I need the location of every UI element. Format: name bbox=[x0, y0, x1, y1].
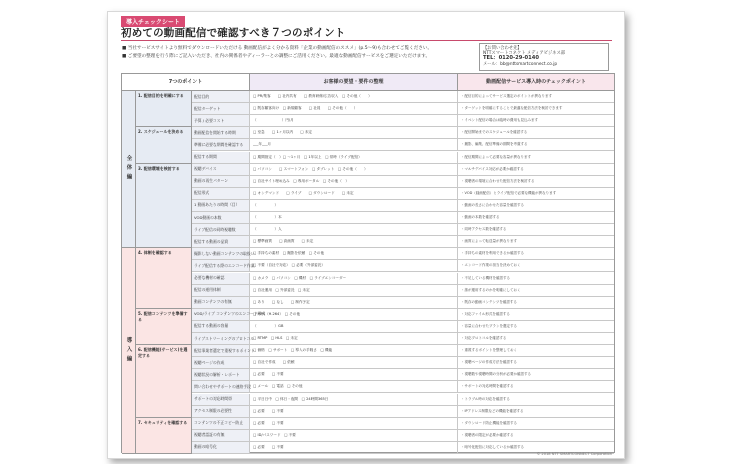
table-row bbox=[192, 200, 614, 212]
row-checkpoint: ・不足している機材を確認する bbox=[461, 275, 510, 280]
row-options[interactable]: □ MP4（H.264） □ その他 bbox=[250, 309, 458, 320]
row-checkpoint: ・イベント配信の場合は臨時の費用も見込みます bbox=[461, 118, 538, 123]
row-checkpoint: ・サポートの対応時間を確認する bbox=[461, 384, 514, 389]
row-options[interactable]: □ カメラ □ パソコン □ 機材 □ ライブエンコーダー bbox=[250, 273, 458, 284]
row-options[interactable]: □ 必要 □ 不要 bbox=[250, 442, 458, 453]
row-options[interactable]: （ ） bbox=[250, 200, 458, 211]
row-label: 視聴デバイス bbox=[192, 164, 250, 175]
copyright: © 2018 NTT SMARTCONNECT Corporation bbox=[536, 452, 612, 456]
row-checkpoint: ・同時アクセス数を確認する bbox=[461, 227, 507, 232]
row-checkpoint: ・容量に合わせたプランを選定する bbox=[461, 323, 517, 328]
row-checkpoint: ・エンコード作業の担当を決めておく bbox=[461, 263, 521, 268]
table-row bbox=[192, 333, 614, 345]
row-options[interactable]: □ 価格 □ サポート □ 導入の手軽さ □ 機能 bbox=[250, 345, 458, 356]
row-options[interactable]: （ ）本 bbox=[250, 212, 458, 223]
row-options[interactable]: （ ）人 bbox=[250, 224, 458, 235]
table-header bbox=[122, 74, 614, 91]
table-row bbox=[192, 273, 614, 285]
phase-label: 全体編 bbox=[122, 91, 136, 248]
table-row bbox=[192, 260, 614, 272]
intro-line-2: ■ ご要望の整理を行う際にご記入いただき、社内の関係者やディーラーとの調整にご活用ください。最適な動画配信サービスをご選定いただけます。 bbox=[122, 54, 431, 59]
table-row bbox=[192, 212, 614, 224]
row-checkpoint: ・動画の本数を確認する bbox=[461, 215, 500, 220]
table-row bbox=[192, 297, 614, 309]
table-row bbox=[192, 345, 614, 357]
row-label: 撮影しない動画コンテンツの取扱い bbox=[192, 248, 250, 259]
row-checkpoint: ・配信期間によって必要な容量が異なります bbox=[461, 154, 531, 159]
table-row bbox=[192, 103, 614, 115]
row-options[interactable]: ___年___月 bbox=[250, 139, 458, 150]
point-label: 7. セキュリティを確認する bbox=[136, 418, 192, 454]
row-checkpoint: ・誰が運用するのかを明確にしておく bbox=[461, 287, 521, 292]
row-label: 視聴状況の解析・レポート bbox=[192, 369, 250, 380]
row-label: 配信する動画の容量 bbox=[192, 321, 250, 332]
row-options[interactable]: □ 手持ちの素材 □ 撮影を依頼 □ その他 bbox=[250, 248, 458, 259]
row-label: サポートの対応時間帯 bbox=[192, 394, 250, 405]
row-options[interactable]: □ RTMP □ HLS □ 未定 bbox=[250, 333, 458, 344]
row-options[interactable]: □ 期間指定（ ）□ ～1ヶ月 □ 1年以上 □ 常時（ライブ配信） bbox=[250, 152, 458, 163]
row-options[interactable]: □ 自社で作成 □ 依頼 bbox=[250, 357, 458, 368]
row-options[interactable]: □ 自社運用 □ 外部委託 □ 未定 bbox=[250, 285, 458, 296]
row-checkpoint: ・既存の動画コンテンツを確認する bbox=[461, 299, 517, 304]
point-label: 6. 配信機能(サービス)を選定する bbox=[136, 345, 192, 418]
point-label: 1. 配信目的を明確にする bbox=[136, 91, 192, 127]
row-label: 動画配信を開始する時期 bbox=[192, 127, 250, 138]
table-row bbox=[192, 285, 614, 297]
row-checkpoint: ・撮影、編集、配信準備の期間を考慮する bbox=[461, 142, 528, 147]
row-checkpoint: ・配信目的によってサービス選定のポイントが異なります bbox=[461, 94, 552, 99]
contact-box bbox=[479, 43, 609, 71]
checklist-sheet bbox=[107, 11, 625, 459]
table-row bbox=[192, 139, 614, 151]
table-row bbox=[192, 321, 614, 333]
row-checkpoint: ・配信開始までのスケジュールを確認する bbox=[461, 130, 528, 135]
row-checkpoint: ・マルチデバイス対応が必要か確認する bbox=[461, 166, 524, 171]
row-label: VOD/ライブ コンテンツのエンコード形式 bbox=[192, 309, 250, 320]
row-options[interactable]: □ 自社サイト埋め込み □ 専用ポータル □ その他（ ） bbox=[250, 176, 458, 187]
row-label: 配信事業者選定で重視するポイント bbox=[192, 345, 250, 356]
point-label: 3. 配信環境を検討する bbox=[136, 164, 192, 249]
title-divider bbox=[121, 40, 612, 41]
point-label: 4. 体制を確認する bbox=[136, 248, 192, 309]
row-checkpoint: ・IPアドレス制限などの機能を確認する bbox=[461, 408, 524, 413]
row-label: 視聴者認証の有無 bbox=[192, 430, 250, 441]
contact-mail: メール：bb@nttsmartconnect.co.jp bbox=[483, 61, 558, 67]
row-options[interactable]: □ PR/集客 □ 社内共有 □ 教育研修/広告収入 □ その他（ ） bbox=[250, 91, 458, 102]
row-checkpoint: ・重視するポイントを整理しておく bbox=[461, 348, 517, 353]
row-label: 必要な機材の確認 bbox=[192, 273, 250, 284]
row-checkpoint: ・ダウンロード防止機能を確認する bbox=[461, 420, 517, 425]
table-row bbox=[192, 176, 614, 188]
row-checkpoint: ・対応ファイル形式を確認する bbox=[461, 311, 510, 316]
row-label: 配信形式 bbox=[192, 188, 250, 199]
phase-label: 導入編 bbox=[122, 248, 136, 454]
row-label: 視聴ページの作成 bbox=[192, 357, 250, 368]
row-checkpoint: ・VOD（録画配信）とライブ配信で必要な機能が異なります bbox=[461, 190, 557, 195]
table-row bbox=[192, 152, 614, 164]
table-row bbox=[192, 224, 614, 236]
row-options[interactable]: （ ）GB bbox=[250, 321, 458, 332]
row-options[interactable]: □ メール □ 電話 □ その他 bbox=[250, 381, 458, 392]
row-options[interactable]: □ 必要 □ 不要 bbox=[250, 369, 458, 380]
row-label: 配信する期間 bbox=[192, 152, 250, 163]
row-options[interactable]: □ 既存顧客向け □ 新規顧客 □ 社員 □ その他（ ） bbox=[250, 103, 458, 114]
row-label: アクセス制限の必要性 bbox=[192, 406, 250, 417]
row-checkpoint: ・動画の長さに合わせた容量を確認する bbox=[461, 202, 524, 207]
sheet-title: 初めての動画配信で確認すべき７つのポイント bbox=[121, 27, 346, 39]
row-options[interactable]: □ オンデマンド □ ライブ □ ダウンロード □ 未定 bbox=[250, 188, 458, 199]
table-row bbox=[192, 236, 614, 248]
row-options[interactable]: □ あり □ なし □ 制作予定 bbox=[250, 297, 458, 308]
row-label: ライブ配信する際のエンコード作業 bbox=[192, 260, 250, 271]
row-checkpoint: ・手持ちの素材を利用できるか確認する bbox=[461, 251, 524, 256]
row-checkpoint: ・視聴者の環境に合わせた配信方法を検討する bbox=[461, 178, 535, 183]
row-options[interactable]: □ 平日日中 □ 休日・夜間 □ 24時間365日 bbox=[250, 394, 458, 405]
row-options[interactable]: □ 至急 □ 1ヶ月以内 □ 未定 bbox=[250, 127, 458, 138]
point-label: 5. 配信コンテンツを準備する bbox=[136, 309, 192, 345]
point-label: 2. スケジュールを決める bbox=[136, 127, 192, 163]
row-checkpoint: ・画質によって転送量が異なります bbox=[461, 239, 517, 244]
row-label: 動画の再生パターン bbox=[192, 176, 250, 187]
contact-heading: 【お問い合わせ先】 bbox=[483, 46, 522, 51]
row-options[interactable]: □ ID/パスワード □ 不要 bbox=[250, 430, 458, 441]
table-row bbox=[192, 115, 614, 127]
row-label: 配信目的 bbox=[192, 91, 250, 102]
row-checkpoint: ・対応プロトコルを確認する bbox=[461, 336, 507, 341]
row-checkpoint: ・視聴数や視聴時間の分析が必要か確認する bbox=[461, 372, 531, 377]
table-row bbox=[192, 394, 614, 406]
row-checkpoint: ・ターゲットを明確にすることで最適な配信方法を検討できます bbox=[461, 106, 563, 111]
table-row bbox=[192, 188, 614, 200]
row-label: 動画の暗号化 bbox=[192, 442, 250, 453]
row-options[interactable]: □ 不要（自社で対応） □ 必要（外部委託） bbox=[250, 260, 458, 271]
sheet-badge: 導入チェックシート bbox=[121, 16, 185, 27]
header-checkpoints: 動画配信サービス導入時のチェックポイント bbox=[458, 74, 614, 90]
row-label: 1 動画あたりの時間（目） bbox=[192, 200, 250, 211]
row-checkpoint: ・暗号化配信に対応しているか確認する bbox=[461, 444, 524, 449]
row-options[interactable]: □ 必要 □ 不要 bbox=[250, 406, 458, 417]
row-label: 配信の運用体制 bbox=[192, 285, 250, 296]
header-points: 7つのポイント bbox=[122, 74, 250, 90]
row-label: 問い合わせやサポートの連絡手段 bbox=[192, 381, 250, 392]
contact-phone: TEL：0120-29-0140 bbox=[483, 55, 539, 62]
table-row bbox=[192, 248, 614, 260]
row-options[interactable]: □ パソコン □ スマートフォン □ タブレット □ その他（ ） bbox=[250, 164, 458, 175]
contact-department: NTTスマートコネクト メディアビジネス部 bbox=[483, 51, 566, 57]
table-row bbox=[192, 357, 614, 369]
row-options[interactable]: □ 標準画質 □ 高画質 □ 未定 bbox=[250, 236, 458, 247]
row-label: ライブ配信の同時視聴数 bbox=[192, 224, 250, 235]
table-row bbox=[192, 418, 614, 430]
row-label: ライブストリーミングのプロトコル bbox=[192, 333, 250, 344]
table-row bbox=[192, 91, 614, 103]
row-label: 配信する動画の品質 bbox=[192, 236, 250, 247]
table-row bbox=[192, 381, 614, 393]
row-checkpoint: ・トラブル時の対応を確認する bbox=[461, 396, 510, 401]
row-label: VOD動画の本数 bbox=[192, 212, 250, 223]
row-checkpoint: ・視聴ページの作成方法を確認する bbox=[461, 360, 517, 365]
row-options[interactable]: （ ）円/月 bbox=[250, 115, 458, 126]
row-label: 予算 / 必要コスト bbox=[192, 115, 250, 126]
row-label: 準備に必要な期間を確認する bbox=[192, 139, 250, 150]
checklist-table bbox=[121, 73, 615, 453]
row-checkpoint: ・視聴者の限定が必要か確認する bbox=[461, 432, 514, 437]
row-label: 動画コンテンツの有無 bbox=[192, 297, 250, 308]
header-requirements: お客様の要望・要件の整理 bbox=[250, 74, 458, 90]
row-options[interactable]: □ 必要 □ 不要 bbox=[250, 418, 458, 429]
table-row bbox=[192, 369, 614, 381]
table-row bbox=[192, 430, 614, 442]
table-row bbox=[192, 309, 614, 321]
intro-line-1: ■ 当社サービスサイトより無料でダウンロードいただける 動画配信がよく分かる資料「企業の動画配信のススメ」(p.5～9)も合わせてご覧ください。 bbox=[122, 46, 433, 51]
table-row bbox=[192, 164, 614, 176]
row-label: 配信ターゲット bbox=[192, 103, 250, 114]
table-row bbox=[192, 127, 614, 139]
row-label: コンテンツの不正コピー防止 bbox=[192, 418, 250, 429]
table-row bbox=[192, 406, 614, 418]
